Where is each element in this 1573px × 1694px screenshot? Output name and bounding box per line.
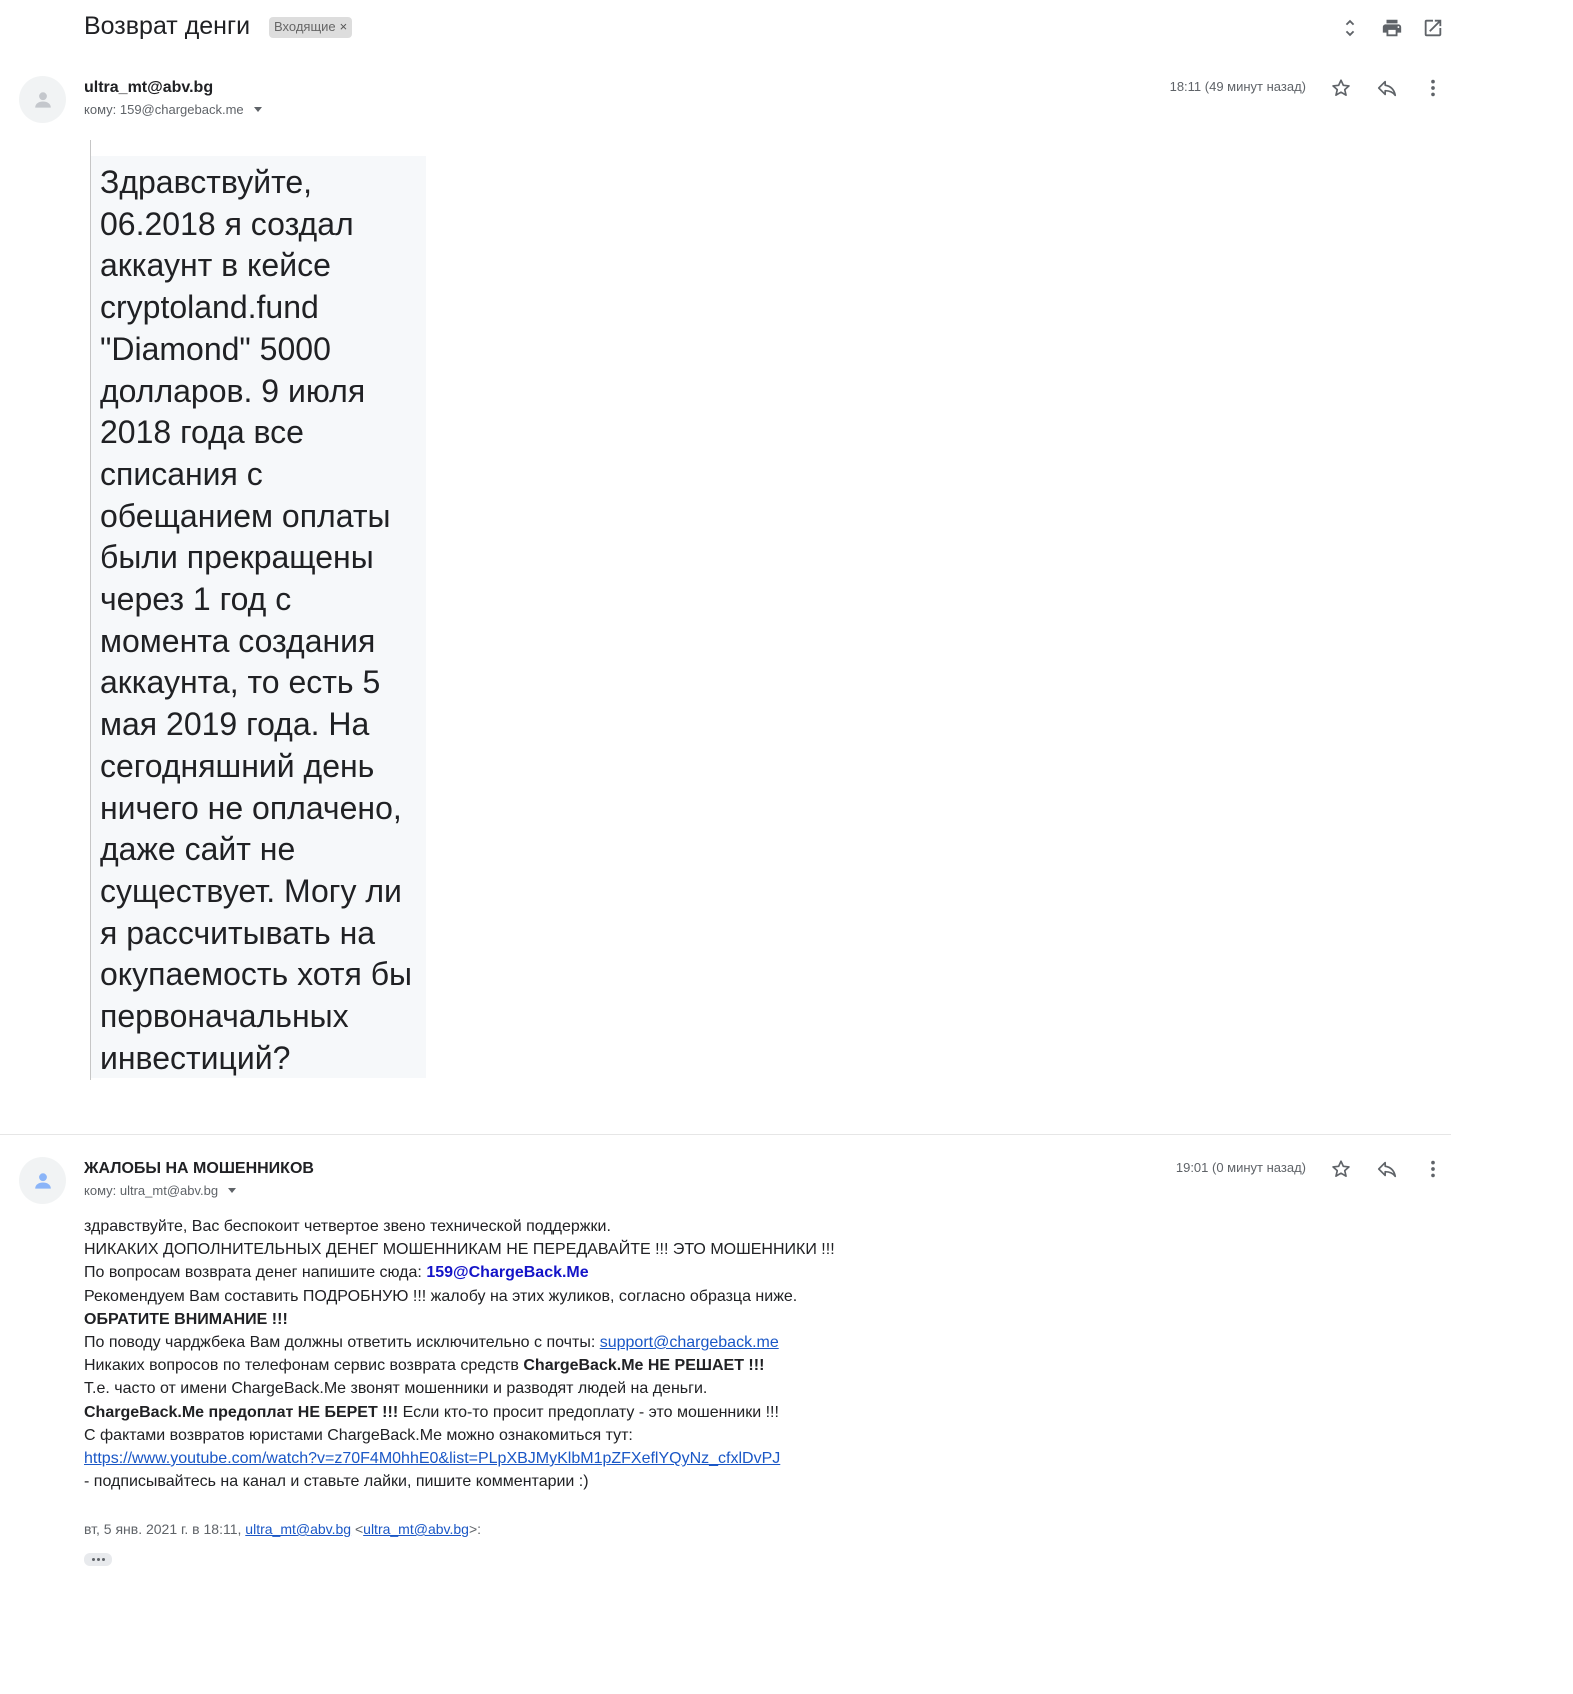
- dot-icon: [102, 1558, 105, 1561]
- body-line: [84, 1308, 1384, 1331]
- message1-more-icon[interactable]: [1419, 74, 1447, 102]
- body-line: [84, 1401, 1384, 1424]
- message2-body: [84, 1215, 1384, 1493]
- body-line: Т.е. часто от имени ChargeBack.Me звонят мошенники и разводят людей на деньги.: [84, 1380, 708, 1398]
- chargeback-email-link[interactable]: 159@ChargeBack.Me: [426, 1264, 589, 1282]
- remove-label-icon[interactable]: ×: [339, 19, 348, 34]
- message1-body: Здравствуйте, 06.2018 я создал аккаунт в кейсе cryptoland.fund "Diamond" 5000 долларов. 9 июля 2018 года все списания с обещанием оплаты были прекращены через 1 год с момента создания аккаунта, то есть 5 мая 2019 года. На сегодняшний день ничего не оплачено, даже сайт не существует. Могу ли я рассчитывать на окупаемость хотя бы первоначальных инвестиций?: [100, 164, 413, 1076]
- message2-recipient-text: кому: ultra_mt@abv.bg: [84, 1183, 219, 1198]
- inbox-label-chip[interactable]: [269, 17, 352, 38]
- dot-icon: [97, 1558, 100, 1561]
- body-line: Рекомендуем Вам составить ПОДРОБНУЮ !!! жалобу на этих жуликов, согласно образца ниже.: [84, 1287, 798, 1305]
- quote-bracket: <: [351, 1521, 364, 1537]
- message2-sender[interactable]: ЖАЛОБЫ НА МОШЕННИКОВ: [84, 1160, 314, 1177]
- body-text: По поводу чарджбека Вам должны ответить исключительно с почты:: [84, 1334, 600, 1352]
- body-line: здравствуйте, Вас беспокоит четвертое звено технической поддержки.: [84, 1218, 611, 1235]
- message1-body-block: [90, 140, 426, 1080]
- message-divider: [0, 1134, 1451, 1135]
- attention-text: ОБРАТИТЕ ВНИМАНИЕ !!!: [84, 1310, 288, 1328]
- sender-avatar[interactable]: [19, 1157, 66, 1204]
- body-text: Если кто-то просит предоплату - это мошенники !!!: [398, 1403, 779, 1421]
- message2-star-icon[interactable]: [1327, 1155, 1355, 1183]
- message2-reply-icon[interactable]: [1373, 1155, 1401, 1183]
- body-line: НИКАКИХ ДОПОЛНИТЕЛЬНЫХ ДЕНЕГ МОШЕННИКАМ НЕ ПЕРЕДАВАЙТЕ !!! ЭТО МОШЕННИКИ !!!: [84, 1241, 835, 1259]
- inbox-label-text: Входящие: [274, 19, 336, 34]
- print-icon[interactable]: [1378, 14, 1406, 42]
- quote-bracket: >:: [468, 1521, 482, 1537]
- message2-more-icon[interactable]: [1419, 1155, 1447, 1183]
- quoted-message-header: [84, 1521, 481, 1537]
- bold-text: ChargeBack.Me НЕ РЕШАЕТ !!!: [523, 1357, 765, 1375]
- message1-time: 18:11 (49 минут назад): [1169, 79, 1306, 94]
- quote-date: вт, 5 янв. 2021 г. в 18:11,: [84, 1521, 246, 1537]
- body-line: [84, 1261, 1384, 1284]
- body-line: [84, 1354, 1384, 1377]
- body-line: С фактами возвратов юристами ChargeBack.Me можно ознакомиться тут:: [84, 1426, 633, 1444]
- dot-icon: [92, 1558, 95, 1561]
- body-text: Никаких вопросов по телефонам сервис возврата средств: [84, 1357, 524, 1375]
- message1-sender[interactable]: ultra_mt@abv.bg: [84, 79, 214, 96]
- open-in-new-window-icon[interactable]: [1419, 14, 1447, 42]
- message1-reply-icon[interactable]: [1373, 74, 1401, 102]
- show-details-caret-icon[interactable]: [254, 107, 262, 112]
- bold-text: ChargeBack.Me предоплат НЕ БЕРЕТ !!!: [84, 1403, 399, 1421]
- expand-all-icon[interactable]: [1336, 14, 1364, 42]
- email-subject: Возврат денги: [84, 12, 251, 40]
- body-line: [84, 1331, 1384, 1354]
- message2-time: 19:01 (0 минут назад): [1175, 1160, 1306, 1175]
- show-trimmed-content-button[interactable]: [84, 1553, 112, 1566]
- show-details-caret-icon[interactable]: [228, 1188, 236, 1193]
- body-line: [84, 1447, 1384, 1470]
- youtube-link[interactable]: https://www.youtube.com/watch?v=z70F4M0hhE0&list=PLpXBJMyKlbM1pZFXeflYQyNz_cfxlDvPJ: [84, 1450, 781, 1468]
- support-email-link[interactable]: support@chargeback.me: [599, 1334, 779, 1352]
- message1-recipient-text: кому: 159@chargeback.me: [84, 102, 244, 117]
- sender-avatar[interactable]: [19, 76, 66, 123]
- body-line: - подписывайтесь на канал и ставьте лайки, пишите комментарии :): [84, 1473, 589, 1491]
- quote-sender-email-link[interactable]: ultra_mt@abv.bg: [363, 1521, 469, 1537]
- message1-star-icon[interactable]: [1327, 74, 1355, 102]
- message2-recipient: [84, 1183, 236, 1198]
- body-text: По вопросам возврата денег напишите сюда:: [84, 1264, 427, 1282]
- message1-recipient: [84, 102, 262, 117]
- quote-sender-link[interactable]: ultra_mt@abv.bg: [245, 1521, 352, 1537]
